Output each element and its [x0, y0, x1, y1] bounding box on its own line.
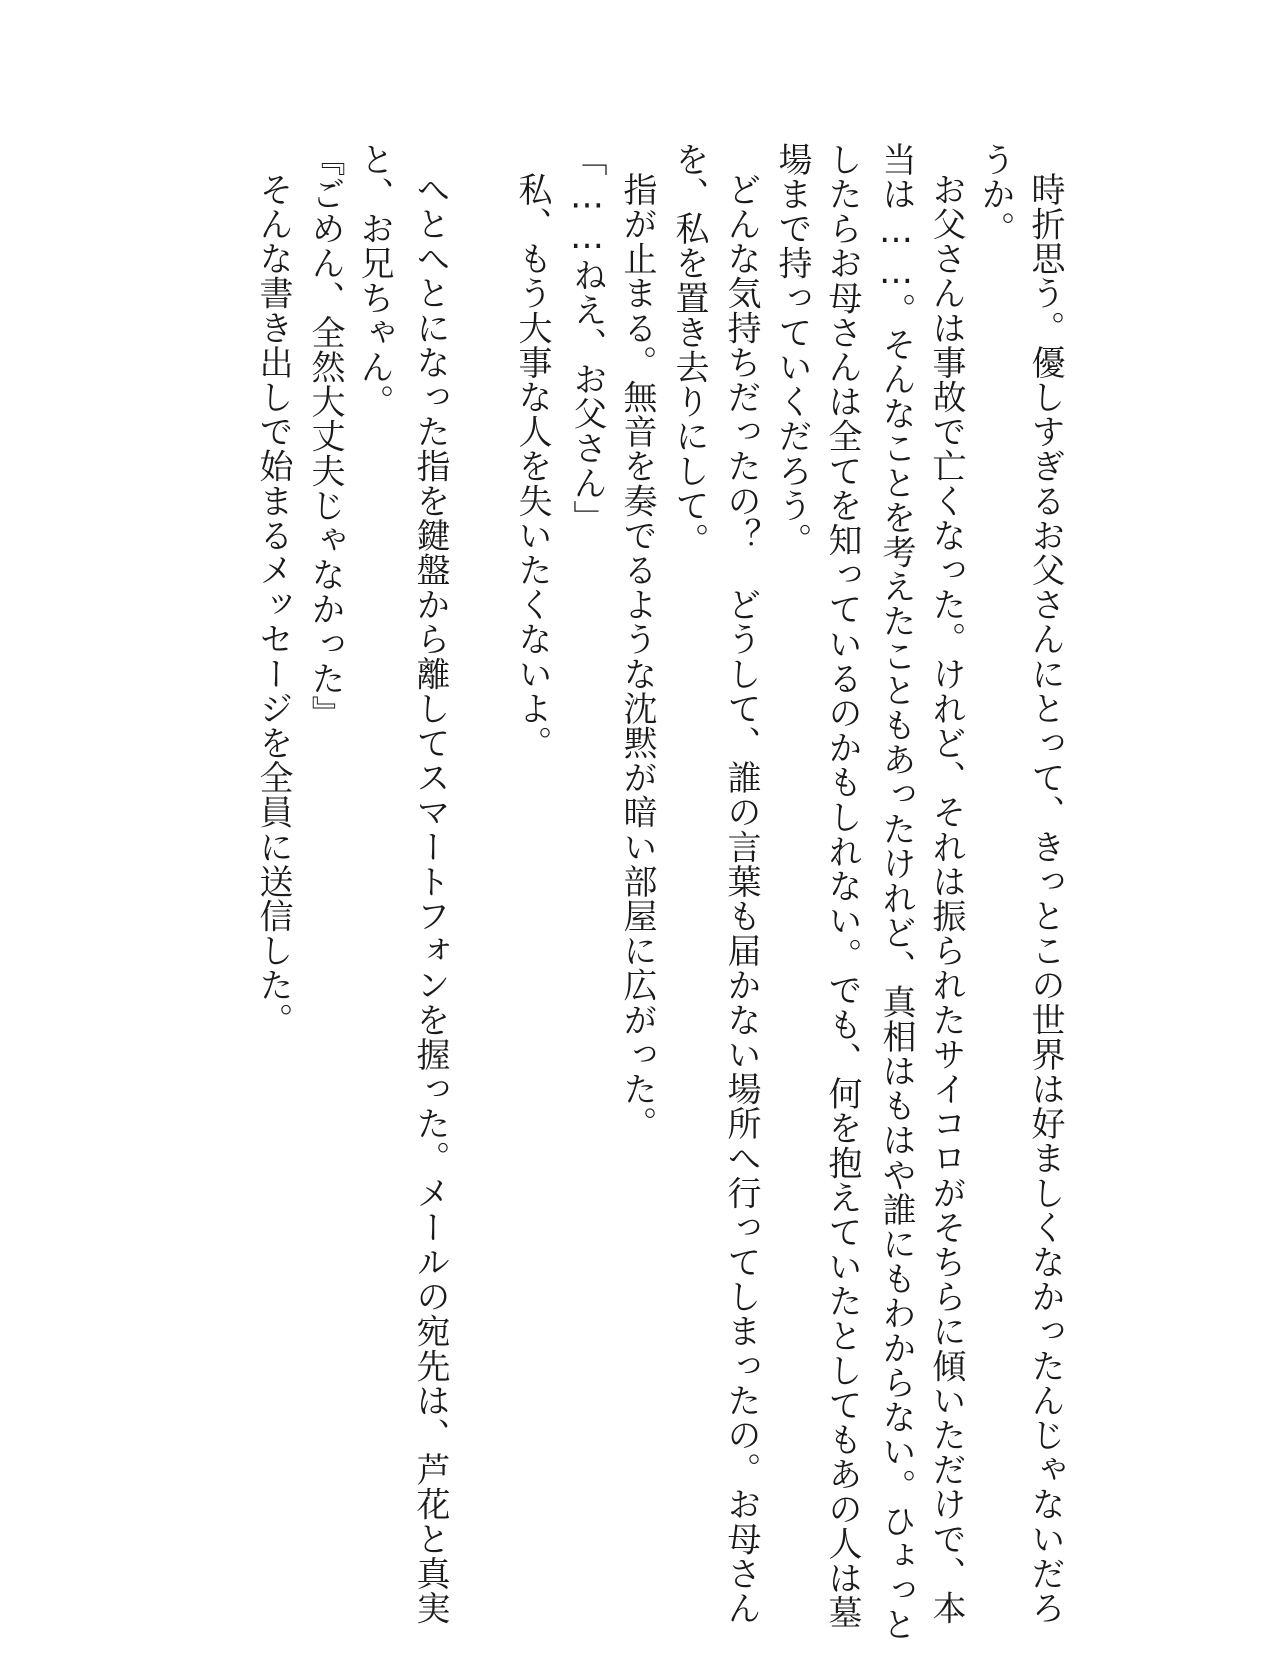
text-column-9: 指が止まる。無音を奏でるような沈黙が暗い部屋に広がった。 — [617, 172, 657, 1141]
text-column-10: 「……ねえ、お父さん」 — [567, 142, 607, 535]
text-column-15: そんな書き出しで始まるメッセージを全員に送信した。 — [253, 172, 293, 1037]
text-column-13: と、お兄ちゃん。 — [354, 142, 394, 419]
text-column-3: お父さんは事故で亡くなった。けれど、それは振られたサイコロがそちらに傾いただけで、本 — [926, 172, 966, 1626]
text-column-6: 場まで持っていくだろう。 — [772, 142, 812, 558]
text-column-14: 『ごめん、全然大丈夫じゃなかった』 — [305, 142, 345, 731]
text-column-8: を、私を置き去りにして。 — [669, 142, 709, 558]
text-column-1: 時折思う。優しすぎるお父さんにとって、きっとこの世界は好ましくなかったんじゃないだろ — [1025, 172, 1065, 1626]
text-column-2: うか。 — [975, 142, 1015, 246]
text-column-12: へとへとになった指を鍵盤から離してスマートフォンを握った。メールの宛先は、芦花と真実 — [410, 172, 450, 1626]
text-column-11: 私、もう大事な人を失いたくないよ。 — [512, 172, 552, 761]
text-column-4: 当は……。そんなことを考えたこともあったけれど、真相はもはや誰にもわからない。ひょっと — [876, 142, 916, 1642]
text-column-5: したらお母さんは全てを知っているのかもしれない。でも、何を抱えていたとしてもあの人は墓 — [822, 142, 862, 1630]
text-column-7: どんな気持ちだったの？ どうして、誰の言葉も届かない場所へ行ってしまったの。お母さん — [721, 172, 761, 1626]
